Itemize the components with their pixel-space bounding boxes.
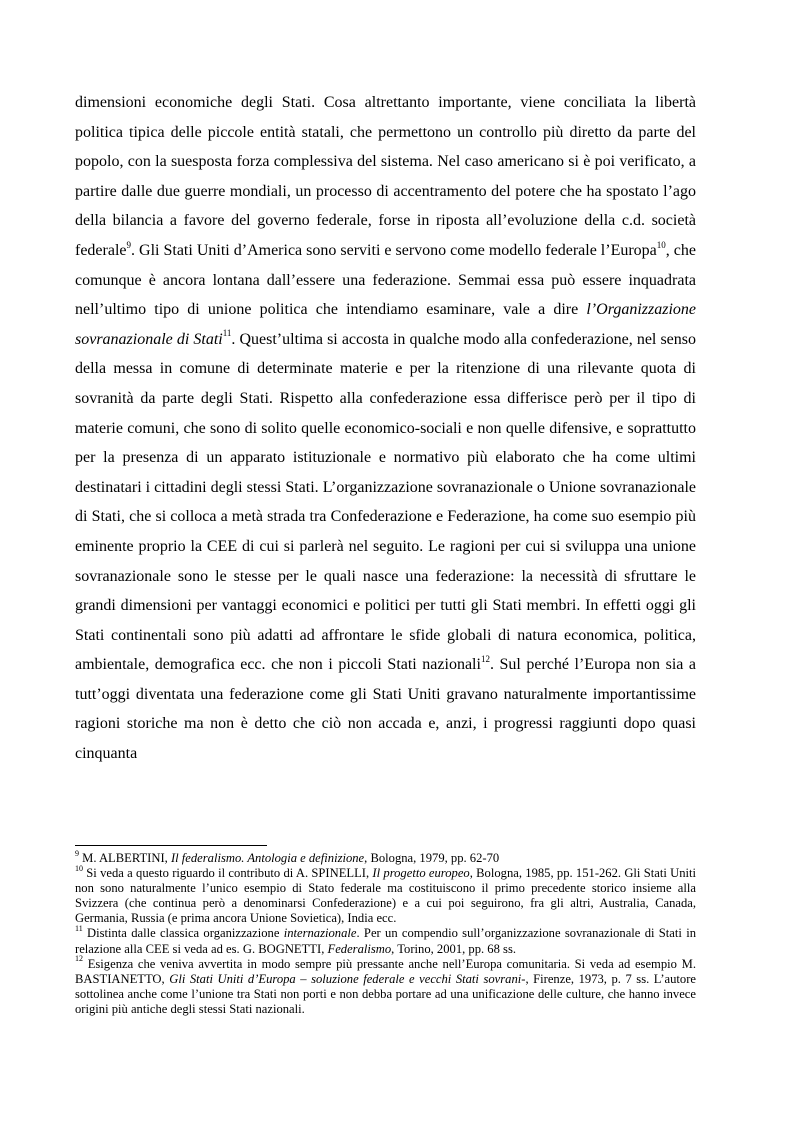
footnote-ref-9[interactable]: 9 — [126, 239, 132, 250]
footnote-text: . Per un compendio sull’organizzazione sovranazionale di Stati in relazione alla CEE si veda ad es. G. BOGNETTI, — [75, 926, 696, 956]
footnote-number: 12 — [75, 954, 83, 964]
footnote-separator — [75, 845, 267, 846]
footnote-text: , Torino, 2001, pp. 68 ss. — [391, 941, 517, 956]
footnote-ref-10[interactable]: 10 — [656, 239, 666, 250]
footnote-12 — [75, 954, 696, 1017]
footnote-title: Il federalismo. Antologia e definizione — [170, 851, 365, 865]
footnote-ref-11[interactable]: 11 — [222, 328, 232, 339]
footnote-title: Federalismo — [327, 941, 392, 956]
footnote-title: Gli Stati Uniti d’Europa – soluzione federale e vecchi Stati sovrani- — [169, 971, 526, 986]
footnote-text: Distinta dalle classica organizzazione — [82, 926, 284, 941]
footnote-number: 10 — [75, 863, 83, 873]
text-run: , che comunque è ancora lontana dall’essere una federazione. Semmai essa può essere inquadrata nell’ultimo tipo di unione politica che intendiamo esaminare, vale a dire — [75, 241, 697, 319]
footnote-text: , Firenze, 1973, p. 7 ss. L’autore sottolinea anche come l’unione tra Stati non porti e non debba portare ad una unificazione delle culture, che hanno invece origini più antiche degli stessi Stati nazionali. — [75, 971, 696, 1016]
body-paragraph — [75, 88, 696, 769]
footnote-term: internazionale — [283, 926, 357, 941]
footnote-text: M. ALBERTINI, — [79, 851, 171, 865]
footnote-9 — [75, 848, 696, 866]
footnote-ref-12[interactable]: 12 — [480, 653, 490, 664]
footnote-number: 9 — [75, 848, 79, 858]
text-run: dimensioni economiche degli Stati. Cosa altrettanto importante, viene conciliata la libertà politica tipica delle piccole entità statali, che permettono un controllo più diretto da parte del popolo, con la suesposta forza complessiva del sistema. Nel caso americano si è poi verificato, a partire dalle due guerre mondiali, un processo di accentramento del potere che ha spostato l’ago della bilancia a favore del governo federale, forse in riposta all’evoluzione della c.d. società federale — [75, 94, 696, 259]
footnote-11 — [75, 926, 696, 956]
footnotes-section — [75, 848, 696, 1017]
footnote-number: 11 — [75, 924, 83, 934]
footnote-10 — [75, 863, 696, 926]
text-run: . Quest’ultima si accosta in qualche modo alla confederazione, nel senso della messa in comune di determinate materie e per la ritenzione di una rilevante quota di sovranità da parte degli Stati. Rispetto alla confederazione essa differisce però per il tipo di materie comuni, che sono di solito quelle economico-sociali e non quelle difensive, e soprattutto per la presenza di un apparato istituzionale e normativo più elaborato che ha come ultimi destinatari i cittadini degli stessi Stati. L’organizzazione sovranazionale o Unione sovranazionale di Stati, che si colloca a metà strada tra Confederazione e Federazione, ha come suo esempio più eminente proprio la CEE di cui si parlerà nel seguito. Le ragioni per cui si sviluppa una unione sovranazionale sono le stesse per le quali nasce una federazione: la necessità di sfruttare le grandi dimensioni per vantaggi economici e politici per tutti gli Stati membri. In effetti oggi gli Stati continentali sono più adatti ad affrontare le sfide globali di natura economica, politica, ambientale, demografica ecc. che non i piccoli Stati nazionali — [75, 330, 696, 674]
footnote-title: Il progetto europeo — [372, 866, 470, 881]
text-run: . Sul perché l’Europa non sia a tutt’oggi diventata una federazione come gli Stati Uniti gravano naturalmente importantissime ragioni storiche ma non è detto che ciò non accada e, anzi, i progressi raggiunti dopo quasi cinquanta — [75, 656, 697, 763]
italic-term: l’Organizzazione sovranazionale di Stati — [75, 301, 696, 348]
footnote-text: , Bologna, 1979, pp. 62-70 — [364, 851, 500, 865]
footnote-text: , Bologna, 1985, pp. 151-262. Gli Stati Uniti non sono naturalmente l’unico esempio di Stato federale ma costituiscono il primo precedente storico insieme alla Svizzera (che continua però a denominarsi Confederazione) e a cui poi seguirono, fra gli altri, Australia, Canada, Germania, Russia (e prima ancora Unione Sovietica), India ecc. — [75, 866, 696, 926]
footnote-text: Si veda a questo riguardo il contributo di A. SPINELLI, — [83, 866, 373, 881]
footnote-text: Esigenza che veniva avvertita in modo sempre più pressante anche nell’Europa comunitaria. Si veda ad esempio M. BASTIANETTO, — [75, 956, 696, 986]
text-run: . Gli Stati Uniti d’America sono serviti e servono come modello federale l’Europa — [131, 241, 657, 259]
paragraph — [75, 88, 696, 769]
